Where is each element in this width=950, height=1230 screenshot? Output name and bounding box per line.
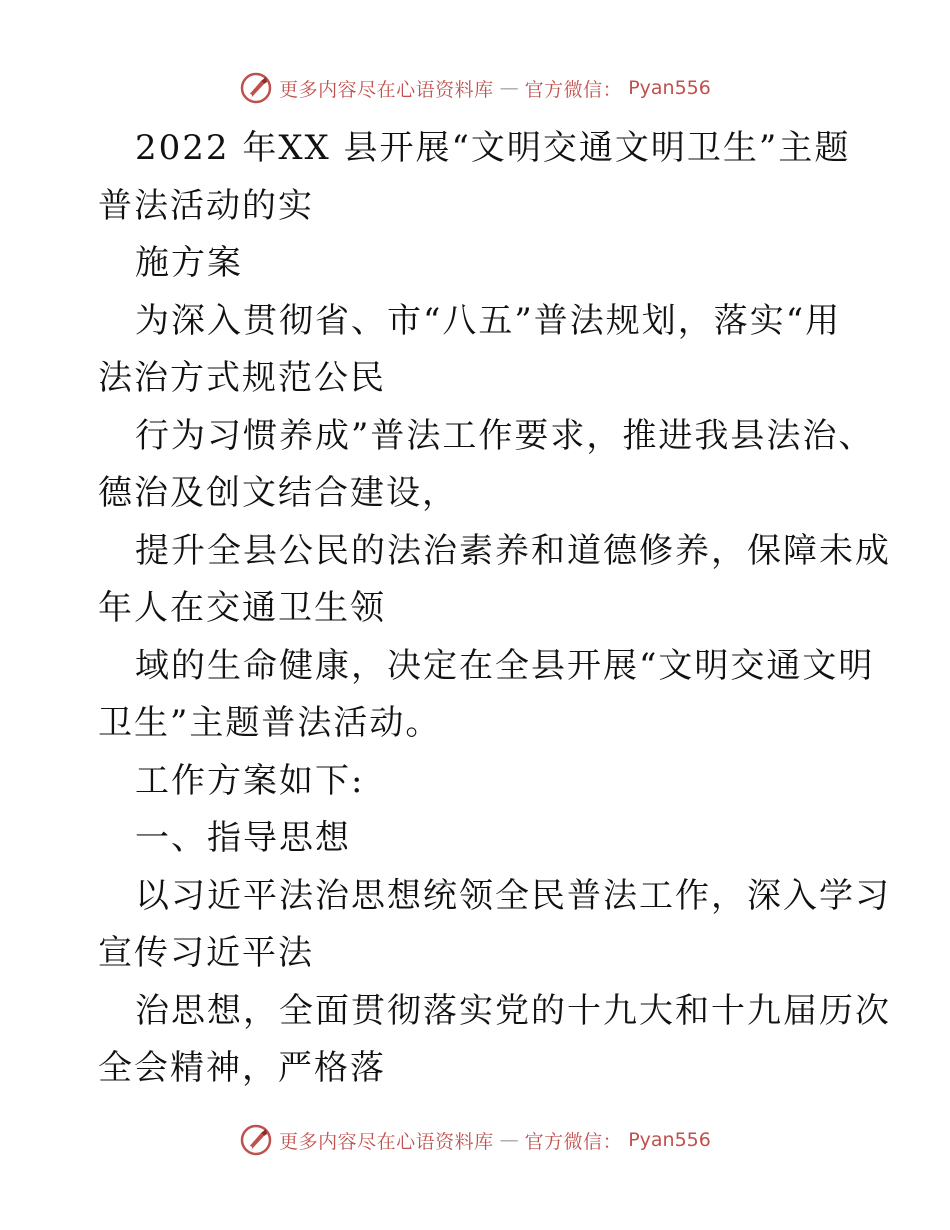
- watermark-separator: —: [499, 1129, 519, 1151]
- watermark-account: Pyan556: [628, 1129, 711, 1151]
- document-line: 为深入贯彻省、市“八五”普法规划，落实“用: [135, 300, 842, 341]
- watermark-separator: —: [499, 77, 519, 99]
- document-line: 治思想，全面贯彻落实党的十九大和十九届历次: [135, 990, 891, 1031]
- watermark-text: 更多内容尽在心语资料库: [279, 78, 494, 101]
- document-line: 一、指导思想: [135, 818, 351, 858]
- document-line: 以习近平法治思想统领全民普法工作，深入学习: [135, 875, 891, 916]
- watermark-account: Pyan556: [628, 77, 711, 99]
- document-line: 行为习惯养成”普法工作要求，推进我县法治、: [135, 415, 875, 456]
- document-line: 2022 年XX 县开展“文明交通文明卫生”主题: [135, 128, 851, 168]
- watermark-text: 更多内容尽在心语资料库: [279, 1130, 494, 1153]
- watermark-official-label: 官方微信：: [524, 78, 623, 101]
- header-watermark: [0, 68, 950, 108]
- document-line: 施方案: [135, 243, 243, 283]
- document-line: 普法活动的实: [98, 185, 314, 226]
- document-line: 工作方案如下:: [135, 760, 365, 801]
- document-line: 域的生命健康，决定在全县开展“文明交通文明: [135, 645, 875, 686]
- document-line: 提升全县公民的法治素养和道德修养，保障未成: [135, 530, 891, 571]
- watermark-official-label: 官方微信：: [524, 1130, 623, 1153]
- document-line: 年人在交通卫生领: [98, 588, 386, 628]
- document-line: 法治方式规范公民: [98, 358, 386, 398]
- document-line: 卫生”主题普法活动。: [98, 703, 442, 743]
- pen-logo-icon: [239, 71, 273, 105]
- pen-logo-icon: [239, 1123, 273, 1157]
- footer-watermark: [0, 1120, 950, 1160]
- document-line: 宣传习近平法: [98, 933, 314, 973]
- document-line: 德治及创文结合建设，: [98, 473, 458, 513]
- document-line: 全会精神，严格落: [98, 1048, 386, 1088]
- document-body: [98, 120, 891, 1098]
